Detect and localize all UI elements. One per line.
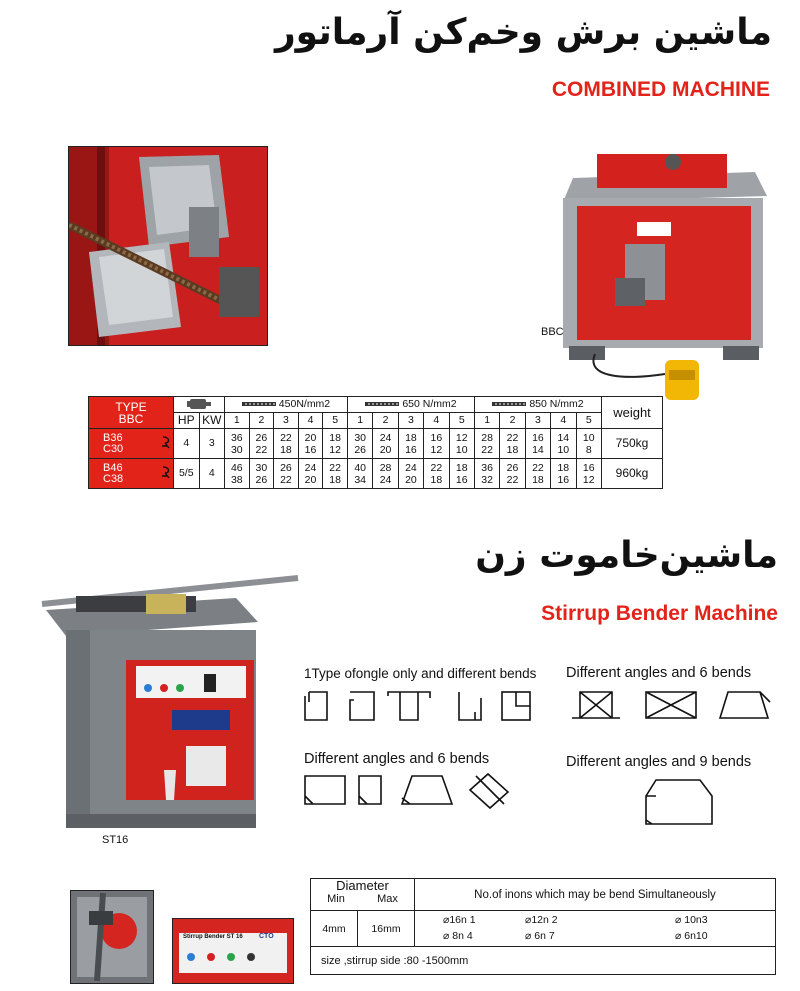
rebar-hook-icon xyxy=(161,435,171,449)
stirrup-spec-table xyxy=(310,878,776,975)
stirrup-shape-icon xyxy=(644,688,698,722)
capacity-bottom: 24 xyxy=(379,473,392,486)
capacity-bottom: 22 xyxy=(481,443,493,456)
capacity-top: 22 xyxy=(280,431,292,444)
capacity-bottom: 16 xyxy=(455,473,468,486)
capacity-bottom: 26 xyxy=(354,443,366,456)
stirrup-shape-icon xyxy=(357,774,385,808)
capacity-top: 24 xyxy=(405,461,417,474)
capacity-cell xyxy=(474,429,499,459)
subcol: 1 xyxy=(474,413,499,429)
min-value: 4mm xyxy=(311,911,358,947)
capacity-top: 46 xyxy=(230,461,243,474)
combined-machine-title-fa: ماشین برش وخم‌کن آرماتور xyxy=(274,12,772,53)
subcol: 2 xyxy=(373,413,398,429)
model-bottom: C38 xyxy=(103,472,124,485)
capacity-bottom: 18 xyxy=(329,473,341,486)
combined-machine-spec-table xyxy=(88,396,663,489)
capacity-bottom: 18 xyxy=(506,443,519,456)
subcol: 1 xyxy=(225,413,250,429)
capacity-top: 40 xyxy=(354,461,366,474)
rebar-icon xyxy=(242,402,276,406)
capacity-cell xyxy=(576,429,602,459)
cutting-closeup-illustration xyxy=(69,147,267,345)
capacity-cell xyxy=(500,429,525,459)
capacity-bottom: 18 xyxy=(430,473,443,486)
bbc-caption: BBC xyxy=(541,326,564,338)
st16-machine-photo xyxy=(36,570,302,850)
capacity-bottom: 10 xyxy=(455,443,468,456)
capacity-cell xyxy=(249,459,274,489)
capacity-bottom: 18 xyxy=(280,443,292,456)
weight-header: weight xyxy=(602,397,663,429)
kw-header: KW xyxy=(199,413,225,429)
diameter-label: Diameter xyxy=(336,878,389,893)
strength-group-3: 850 N/mm2 xyxy=(529,398,584,410)
capacity-cell xyxy=(576,459,602,489)
subcol: 5 xyxy=(449,413,474,429)
capacity-cell xyxy=(225,459,250,489)
capacity-top: 26 xyxy=(280,461,292,474)
shape-group-label-3: Different angles and 6 bends xyxy=(304,751,490,767)
capacity-top: 18 xyxy=(557,461,570,474)
stirrup-closeup-photo xyxy=(70,890,154,984)
control-panel-logo xyxy=(259,933,274,941)
bbc-machine-photo xyxy=(541,148,775,400)
capacity-bottom: 32 xyxy=(481,473,493,486)
subcol: 3 xyxy=(525,413,550,429)
combo-r1-3: ⌀ 10n3 xyxy=(675,914,708,926)
capacity-top: 26 xyxy=(506,461,519,474)
capacity-cell xyxy=(225,429,250,459)
combo-r2-1: ⌀ 8n 4 xyxy=(443,930,473,942)
stirrup-closeup-illustration xyxy=(71,891,153,983)
stirrup-shape-icon xyxy=(500,690,534,724)
capacity-top: 16 xyxy=(582,461,595,474)
capacity-bottom: 22 xyxy=(255,443,268,456)
capacity-cell xyxy=(449,429,474,459)
capacity-cell xyxy=(398,429,423,459)
hp-header: HP xyxy=(174,413,200,429)
capacity-cell xyxy=(298,459,323,489)
capacity-bottom: 12 xyxy=(582,473,595,486)
subcol: 5 xyxy=(323,413,348,429)
capacity-top: 24 xyxy=(379,431,392,444)
capacity-cell xyxy=(323,459,348,489)
min-label: Min xyxy=(327,893,345,905)
capacity-bottom: 34 xyxy=(354,473,366,486)
capacity-top: 18 xyxy=(405,431,417,444)
subcol: 3 xyxy=(274,413,299,429)
subcol: 1 xyxy=(347,413,372,429)
capacity-bottom: 22 xyxy=(280,473,292,486)
capacity-cell xyxy=(298,429,323,459)
max-value: 16mm xyxy=(358,911,415,947)
stirrup-title-fa: ماشین‌خاموت زن xyxy=(475,535,778,576)
capacity-cell xyxy=(449,459,474,489)
stirrup-shape-icon xyxy=(386,690,436,724)
capacity-top: 22 xyxy=(506,431,519,444)
rebar-icon xyxy=(365,402,399,406)
stirrup-title-en: Stirrup Bender Machine xyxy=(541,602,778,625)
strength-group-2: 650 N/mm2 xyxy=(402,398,457,410)
kw-cell: 4 xyxy=(199,459,225,489)
capacity-top: 36 xyxy=(481,461,493,474)
combined-machine-title-en: COMBINED MACHINE xyxy=(551,78,770,101)
capacity-top: 30 xyxy=(354,431,366,444)
capacity-top: 16 xyxy=(430,431,443,444)
capacity-bottom: 30 xyxy=(230,443,243,456)
bbc-machine-illustration xyxy=(555,148,775,400)
capacity-bottom: 16 xyxy=(405,443,417,456)
subcol: 4 xyxy=(298,413,323,429)
capacity-bottom: 16 xyxy=(557,473,570,486)
stirrup-size-note: size ,stirrup side :80 -1500mm xyxy=(311,947,776,975)
stirrup-shape-icon xyxy=(716,688,776,722)
subcol: 4 xyxy=(424,413,449,429)
combo-r2-3: ⌀ 6n10 xyxy=(675,930,708,942)
subcol: 2 xyxy=(249,413,274,429)
combo-r2-2: ⌀ 6n 7 xyxy=(525,930,555,942)
capacity-cell xyxy=(373,459,398,489)
control-panel-title: Stirrup Bender ST 16 xyxy=(183,934,243,940)
capacity-bottom: 10 xyxy=(557,443,570,456)
subcol: 2 xyxy=(500,413,525,429)
capacity-cell xyxy=(525,429,550,459)
shape-group-label-2: Different angles and 6 bends xyxy=(566,665,752,681)
hp-cell: 5/5 xyxy=(174,459,200,489)
kw-cell: 3 xyxy=(199,429,225,459)
capacity-cell xyxy=(525,459,550,489)
capacity-top: 28 xyxy=(481,431,493,444)
capacity-bottom: 26 xyxy=(255,473,268,486)
capacity-top: 30 xyxy=(255,461,268,474)
weight-cell: 960kg xyxy=(602,459,663,489)
capacity-bottom: 20 xyxy=(379,443,392,456)
model-top: B36 xyxy=(103,431,123,444)
capacity-top: 36 xyxy=(230,431,243,444)
capacity-cell xyxy=(474,459,499,489)
weight-cell: 750kg xyxy=(602,429,663,459)
st16-caption: ST16 xyxy=(102,834,129,846)
capacity-bottom: 22 xyxy=(506,473,519,486)
simultaneous-header: No.of inons which may be bend Simultaneously xyxy=(415,879,776,911)
capacity-cell xyxy=(274,459,299,489)
subcol: 3 xyxy=(398,413,423,429)
model-cell xyxy=(89,459,174,489)
capacity-bottom: 20 xyxy=(304,473,317,486)
shape-group-label-1: 1Type ofongle only and different bends xyxy=(304,666,537,681)
capacity-bottom: 12 xyxy=(329,443,341,456)
capacity-bottom: 18 xyxy=(532,473,544,486)
control-panel-brand: CTO xyxy=(259,933,274,940)
capacity-cell xyxy=(373,429,398,459)
capacity-top: 26 xyxy=(255,431,268,444)
capacity-bottom: 38 xyxy=(230,473,243,486)
capacity-cell xyxy=(424,429,449,459)
capacity-top: 14 xyxy=(557,431,570,444)
capacity-top: 22 xyxy=(532,461,544,474)
capacity-top: 20 xyxy=(304,431,317,444)
capacity-top: 18 xyxy=(329,431,341,444)
capacity-bottom: 12 xyxy=(430,443,443,456)
capacity-cell xyxy=(249,429,274,459)
rebar-icon xyxy=(492,402,526,406)
control-panel-photo xyxy=(172,918,294,984)
st16-machine-illustration xyxy=(36,570,302,832)
max-label: Max xyxy=(377,893,398,905)
capacity-top: 12 xyxy=(455,431,468,444)
capacity-bottom: 8 xyxy=(585,443,592,456)
control-panel-knob xyxy=(247,953,255,961)
capacity-cell xyxy=(551,429,576,459)
control-panel-knob xyxy=(207,953,215,961)
combo-r1-2: ⌀12n 2 xyxy=(525,914,558,926)
capacity-top: 22 xyxy=(329,461,341,474)
capacity-cell xyxy=(323,429,348,459)
capacity-top: 24 xyxy=(304,461,317,474)
capacity-bottom: 20 xyxy=(405,473,417,486)
capacity-cell xyxy=(500,459,525,489)
capacity-top: 16 xyxy=(532,431,544,444)
stirrup-shape-icon xyxy=(400,774,456,808)
subcol: 5 xyxy=(576,413,602,429)
capacity-top: 22 xyxy=(430,461,443,474)
strength-group-1: 450N/mm2 xyxy=(278,398,331,410)
capacity-cell xyxy=(424,459,449,489)
stirrup-shape-icon xyxy=(570,688,622,722)
type-sub: BBC xyxy=(118,411,144,426)
capacity-bottom: 14 xyxy=(532,443,544,456)
model-top: B46 xyxy=(103,461,123,474)
hp-cell: 4 xyxy=(174,429,200,459)
stirrup-shape-icon xyxy=(303,690,333,724)
capacity-cell xyxy=(347,459,372,489)
stirrup-shape-icon xyxy=(344,690,376,724)
shape-group-label-4: Different angles and 9 bends xyxy=(566,754,752,770)
stirrup-shape-icon xyxy=(640,776,718,826)
capacity-cell xyxy=(274,429,299,459)
capacity-top: 18 xyxy=(455,461,468,474)
control-panel-knob xyxy=(187,953,195,961)
model-cell xyxy=(89,429,174,459)
stirrup-shape-icon xyxy=(468,772,512,810)
capacity-bottom: 16 xyxy=(304,443,317,456)
capacity-top: 28 xyxy=(379,461,392,474)
rebar-hook-icon xyxy=(161,465,171,479)
capacity-cell xyxy=(551,459,576,489)
stirrup-shape-icon xyxy=(303,774,347,808)
cutting-closeup-photo xyxy=(68,146,268,346)
capacity-cell xyxy=(347,429,372,459)
capacity-cell xyxy=(398,459,423,489)
type-label: TYPE xyxy=(115,399,147,414)
control-panel-knob xyxy=(227,953,235,961)
stirrup-shape-icon xyxy=(455,690,485,724)
subcol: 4 xyxy=(551,413,576,429)
combo-r1-1: ⌀16n 1 xyxy=(443,914,476,926)
motor-icon xyxy=(186,398,212,410)
model-bottom: C30 xyxy=(103,442,124,455)
capacity-top: 10 xyxy=(582,431,595,444)
